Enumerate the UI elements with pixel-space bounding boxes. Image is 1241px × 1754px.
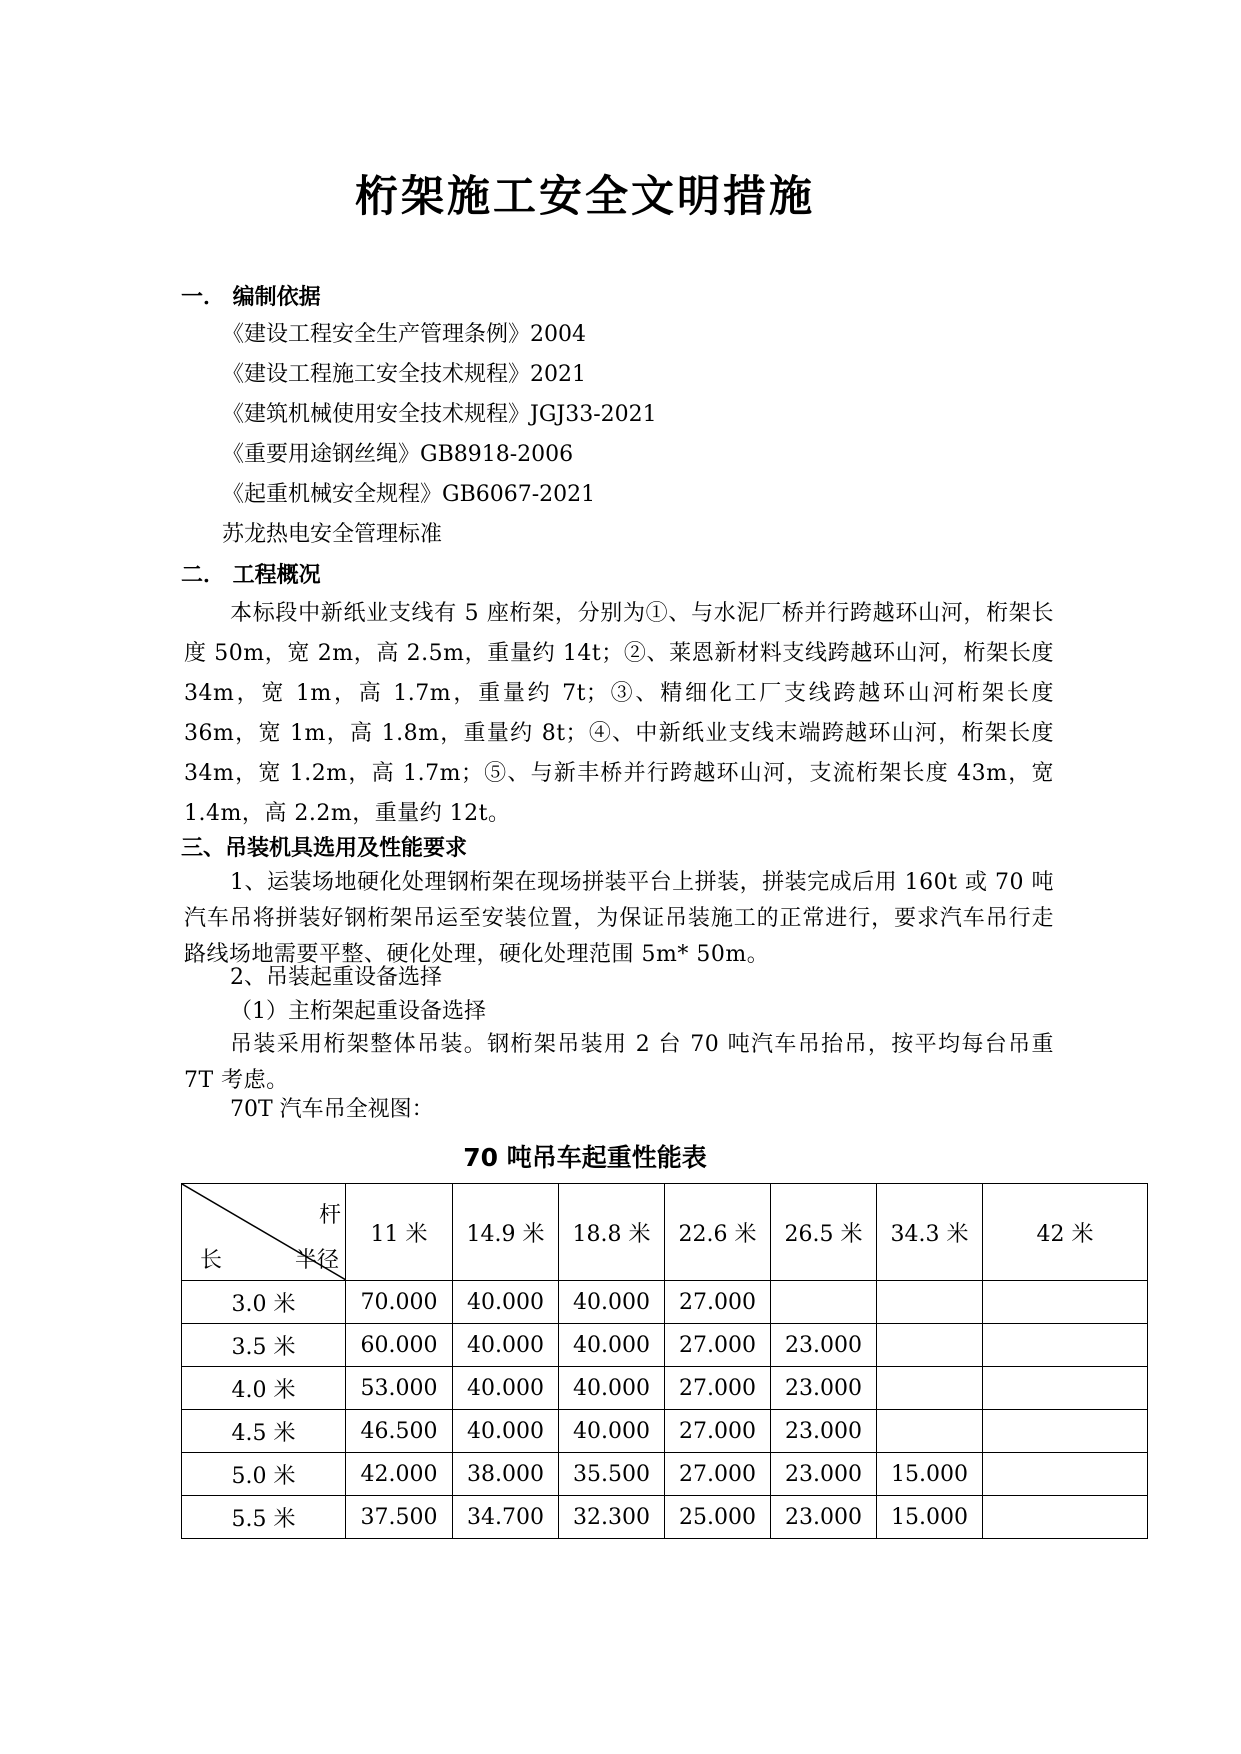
column-header: 22.6 米 (665, 1184, 771, 1281)
table-cell (771, 1281, 877, 1324)
table-cell: 34.700 (453, 1496, 559, 1539)
table-cell: 37.500 (346, 1496, 453, 1539)
corner-label-bottom-right: 半径 (294, 1248, 339, 1273)
lifting-subheading: 2、吊装起重设备选择 (230, 965, 442, 990)
table-row (182, 1324, 1148, 1367)
table-cell (983, 1324, 1148, 1367)
column-header: 42 米 (983, 1184, 1148, 1281)
table-cell: 40.000 (453, 1324, 559, 1367)
table-cell: 27.000 (665, 1367, 771, 1410)
row-label: 4.5 米 (182, 1410, 346, 1453)
row-label: 5.0 米 (182, 1453, 346, 1496)
table-cell: 70.000 (346, 1281, 453, 1324)
table-cell: 38.000 (453, 1453, 559, 1496)
basis-item: 《重要用途钢丝绳》GB8918-2006 (222, 442, 574, 467)
section-heading-lifting: 三、吊装机具选用及性能要求 (181, 836, 468, 861)
column-header: 14.9 米 (453, 1184, 559, 1281)
table-cell: 23.000 (771, 1410, 877, 1453)
lifting-paragraph-1: 1、运装场地硬化处理钢桁架在现场拼装平台上拼装，拼装完成后用 160t 或 70 吨汽车吊将拼装好钢桁架吊运至安装位置，为保证吊装施工的正常进行，要求汽车吊行走路线场地需要平整、硬化处理，硬化处理范围 5m* 50m。 (184, 870, 1054, 967)
table-cell (877, 1281, 983, 1324)
table-cell: 40.000 (453, 1281, 559, 1324)
document-title: 桁架施工安全文明措施 (355, 172, 815, 222)
table-row (182, 1281, 1148, 1324)
table-cell: 60.000 (346, 1324, 453, 1367)
table-row (182, 1367, 1148, 1410)
table-cell: 40.000 (453, 1410, 559, 1453)
column-header: 34.3 米 (877, 1184, 983, 1281)
table-cell: 25.000 (665, 1496, 771, 1539)
table-cell (877, 1410, 983, 1453)
basis-item: 《建设工程安全生产管理条例》2004 (222, 322, 586, 347)
row-label: 3.5 米 (182, 1324, 346, 1367)
table-cell: 40.000 (559, 1410, 665, 1453)
section-heading-basis: 一． 编制依据 (181, 285, 321, 310)
row-label: 5.5 米 (182, 1496, 346, 1539)
basis-item: 《起重机械安全规程》GB6067-2021 (222, 482, 596, 507)
corner-label-top: 杆 (318, 1203, 341, 1228)
table-cell: 23.000 (771, 1367, 877, 1410)
overview-paragraph: 本标段中新纸业支线有 5 座桁架，分别为①、与水泥厂桥并行跨越环山河，桁架长度 50m，宽 2m，高 2.5m，重量约 14t；②、莱恩新材料支线跨越环山河，桁架长度 34m，宽 1m，高 1.7m，重量约 7t；③、精细化工厂支线跨越环山河桁架长度 36m，宽 1m，高 1.8m，重量约 8t；④、中新纸业支线末端跨越环山河，桁架长度 34m，宽 1.2m，高 1.7m；⑤、与新丰桥并行跨越环山河，支流桁架长度 43m，宽 1.4m，高 2.2m，重量约 12t。 (184, 601, 1054, 826)
table-cell (983, 1367, 1148, 1410)
table-cell: 23.000 (771, 1324, 877, 1367)
table-cell: 15.000 (877, 1453, 983, 1496)
table-row (182, 1410, 1148, 1453)
table-title: 70 吨吊车起重性能表 (463, 1143, 707, 1172)
column-header: 11 米 (346, 1184, 453, 1281)
table-cell: 27.000 (665, 1453, 771, 1496)
basis-item: 《建设工程施工安全技术规程》2021 (222, 362, 586, 387)
table-cell: 42.000 (346, 1453, 453, 1496)
table-row (182, 1453, 1148, 1496)
table-cell: 53.000 (346, 1367, 453, 1410)
table-cell: 27.000 (665, 1281, 771, 1324)
table-cell: 23.000 (771, 1453, 877, 1496)
lifting-subsubheading: （1）主桁架起重设备选择 (230, 999, 486, 1024)
table-cell: 27.000 (665, 1324, 771, 1367)
corner-label-bottom-left: 长 (200, 1248, 223, 1273)
basis-item: 《建筑机械使用安全技术规程》JGJ33-2021 (222, 402, 657, 427)
table-cell (877, 1324, 983, 1367)
table-row (182, 1496, 1148, 1539)
table-cell (983, 1496, 1148, 1539)
crane-capacity-table (181, 1183, 1148, 1539)
table-cell: 40.000 (559, 1324, 665, 1367)
row-label: 3.0 米 (182, 1281, 346, 1324)
table-cell: 23.000 (771, 1496, 877, 1539)
table-cell: 40.000 (453, 1367, 559, 1410)
row-label: 4.0 米 (182, 1367, 346, 1410)
table-cell (877, 1367, 983, 1410)
table-header-row (182, 1184, 1148, 1281)
section-heading-overview: 二． 工程概况 (181, 563, 321, 588)
table-cell (983, 1281, 1148, 1324)
column-header: 18.8 米 (559, 1184, 665, 1281)
table-cell (983, 1410, 1148, 1453)
column-header: 26.5 米 (771, 1184, 877, 1281)
table-cell: 46.500 (346, 1410, 453, 1453)
basis-item: 苏龙热电安全管理标准 (222, 522, 443, 547)
table-cell: 40.000 (559, 1367, 665, 1410)
table-cell: 15.000 (877, 1496, 983, 1539)
lifting-paragraph-2: 吊装采用桁架整体吊装。钢桁架吊装用 2 台 70 吨汽车吊抬吊，按平均每台吊重 7T 考虑。 (184, 1032, 1054, 1093)
table-cell (983, 1453, 1148, 1496)
table-cell: 27.000 (665, 1410, 771, 1453)
table-corner-cell (182, 1184, 346, 1281)
table-cell: 40.000 (559, 1281, 665, 1324)
table-cell: 32.300 (559, 1496, 665, 1539)
crane-view-caption: 70T 汽车吊全视图： (230, 1097, 434, 1122)
table-cell: 35.500 (559, 1453, 665, 1496)
